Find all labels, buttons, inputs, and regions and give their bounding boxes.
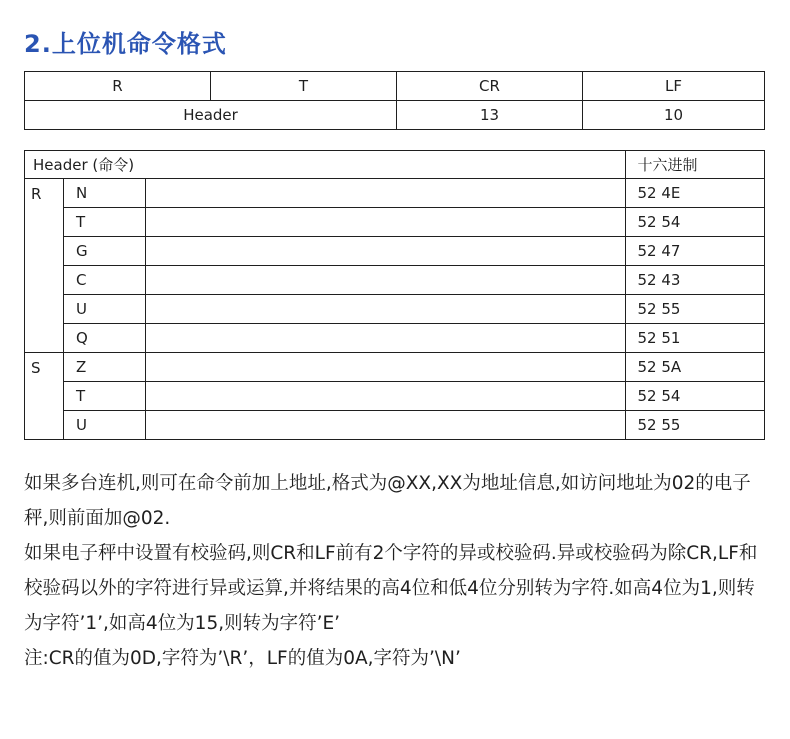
command-row	[25, 411, 765, 440]
command-empty-cell	[146, 295, 626, 324]
note-paragraph-address: 如果多台连机,则可在命令前加上地址,格式为@XX,XX为地址信息,如访问地址为02的电子秤,则前面加@02.	[24, 473, 751, 529]
command-hex-value: 52 4E	[625, 179, 765, 208]
command-row	[25, 295, 765, 324]
command-empty-cell	[146, 411, 626, 440]
command-empty-cell	[146, 237, 626, 266]
format-row-fields	[25, 72, 765, 101]
command-letter: Z	[64, 353, 146, 382]
command-letter: N	[64, 179, 146, 208]
header-command-label: Header (命令)	[25, 151, 626, 179]
notes-section	[24, 466, 769, 676]
command-empty-cell	[146, 208, 626, 237]
command-hex-value: 52 51	[625, 324, 765, 353]
header-hex-label: 十六进制	[625, 151, 765, 179]
command-table-header	[25, 151, 765, 179]
command-hex-value: 52 55	[625, 411, 765, 440]
command-hex-value: 52 5A	[625, 353, 765, 382]
format-row-values	[25, 101, 765, 130]
command-row	[25, 266, 765, 295]
command-row	[25, 353, 765, 382]
command-letter: T	[64, 208, 146, 237]
command-hex-value: 52 54	[625, 208, 765, 237]
command-hex-value: 52 47	[625, 237, 765, 266]
command-letter: U	[64, 295, 146, 324]
command-letter: U	[64, 411, 146, 440]
format-cell-lf: LF	[583, 72, 765, 101]
format-cell-t: T	[211, 72, 397, 101]
command-hex-value: 52 54	[625, 382, 765, 411]
command-letter: Q	[64, 324, 146, 353]
format-cell-cr-value: 13	[397, 101, 583, 130]
command-row	[25, 382, 765, 411]
command-hex-value: 52 43	[625, 266, 765, 295]
command-row	[25, 237, 765, 266]
section-title: 2.上位机命令格式	[24, 30, 227, 58]
format-cell-header: Header	[25, 101, 397, 130]
note-paragraph-checksum: 如果电子秤中设置有校验码,则CR和LF前有2个字符的异或校验码.异或校验码为除CR,LF和校验码以外的字符进行异或运算,并将结果的高4位和低4位分别转为字符.如高4位为1,则转为字符’1’,如高4位为15,则转为字符’E’	[24, 543, 758, 634]
command-empty-cell	[146, 266, 626, 295]
command-letter: C	[64, 266, 146, 295]
command-group-label: S	[25, 353, 64, 440]
command-empty-cell	[146, 382, 626, 411]
command-empty-cell	[146, 179, 626, 208]
note-paragraph-crlf: 注:CR的值为0D,字符为’\R’，LF的值为0A,字符为’\N’	[24, 648, 461, 669]
format-cell-lf-value: 10	[583, 101, 765, 130]
format-cell-r: R	[25, 72, 211, 101]
command-group-label: R	[25, 179, 64, 353]
format-table	[24, 71, 765, 130]
command-row	[25, 179, 765, 208]
command-empty-cell	[146, 324, 626, 353]
command-letter: T	[64, 382, 146, 411]
command-row	[25, 324, 765, 353]
command-empty-cell	[146, 353, 626, 382]
command-hex-value: 52 55	[625, 295, 765, 324]
command-table	[24, 150, 765, 440]
command-letter: G	[64, 237, 146, 266]
format-cell-cr: CR	[397, 72, 583, 101]
command-row	[25, 208, 765, 237]
